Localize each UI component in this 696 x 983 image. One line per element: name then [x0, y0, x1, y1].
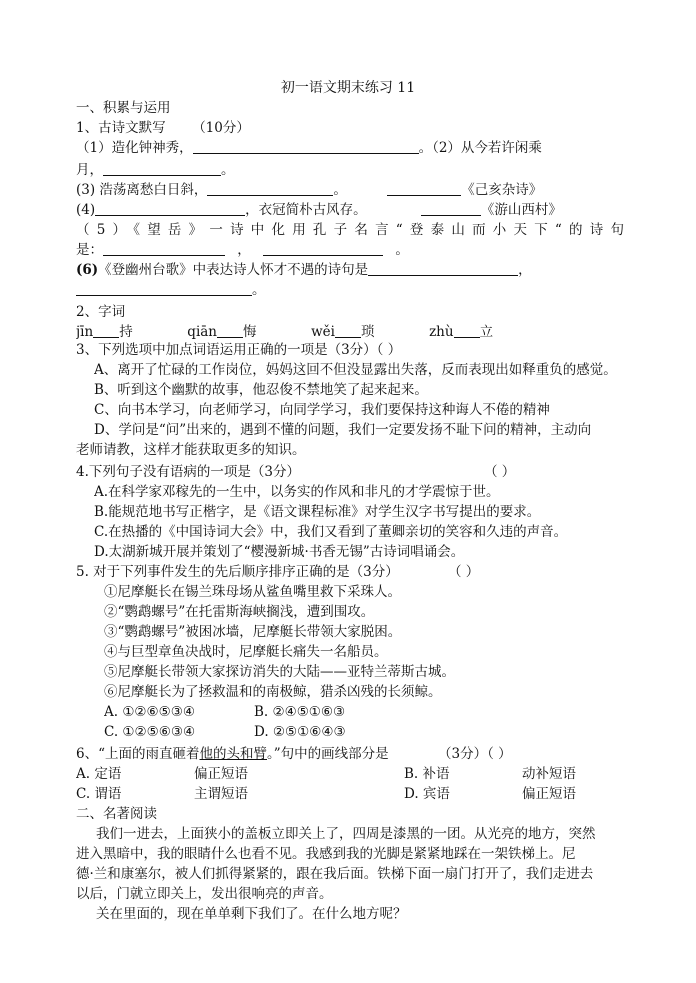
q4-option-c: C.在热播的《中国诗词大会》中，我们又看到了董卿亲切的笑容和久违的声音。 — [94, 524, 568, 540]
q2-word-3: 琐 — [360, 324, 375, 340]
q1-6-num: (6) — [76, 262, 99, 278]
answer-blank[interactable] — [454, 323, 480, 338]
section-1-heading: 一、积累与运用 — [76, 100, 171, 116]
q1-line-8 — [76, 280, 624, 300]
answer-blank[interactable] — [387, 181, 461, 196]
answer-blank[interactable] — [335, 323, 361, 338]
q6-option-d-type: 偏正短语 — [522, 786, 576, 802]
q6-stem-row — [76, 744, 624, 764]
answer-blank[interactable] — [368, 261, 518, 276]
q6-option-c: C. 谓语 — [76, 786, 122, 802]
q1-6-end: 。 — [252, 282, 266, 298]
q2-word-1: 持 — [119, 324, 133, 340]
q6-option-b-type: 动补短语 — [522, 766, 576, 782]
q3-option-b: B、听到这个幽默的故事，他忍俊不禁地笑了起来起来。 — [94, 382, 428, 398]
q1-5-end: 。 — [395, 242, 409, 258]
q1-6-comma: ， — [518, 262, 532, 278]
q6-stem-start: 6、“上面的雨直砸着 — [76, 746, 200, 762]
reading-line-5: 关在里面的，现在单单剩下我们了。在什么地方呢？ — [96, 906, 407, 922]
answer-blank[interactable] — [103, 241, 225, 256]
q5-event-3: ③“鹦鹉螺号”被困冰墙，尼摩艇长带领大家脱困。 — [104, 624, 402, 640]
q2-label: 2、字词 — [76, 304, 126, 320]
q1-3-source: 《己亥杂诗》 — [461, 182, 543, 198]
reading-line-4: 以后，门就立即关上，发出很响亮的声音。 — [76, 886, 333, 902]
q5-event-2: ②“鹦鹉螺号”在托雷斯海峡搁浅，遭到围攻。 — [104, 604, 375, 620]
answer-blank[interactable] — [103, 161, 221, 176]
answer-blank[interactable] — [263, 241, 383, 256]
q1-line-2 — [76, 160, 624, 180]
q2-pinyin-3: wěi — [311, 324, 335, 340]
q1-2-cont: 月， — [76, 162, 103, 178]
q1-4-text: ，衣冠简朴古风存。 — [245, 202, 367, 218]
q1-line-1 — [76, 138, 624, 158]
q1-line-5: （5）《望岳》一诗中化用孔子名言“登泰山而小天下“的诗句 — [76, 222, 624, 238]
q1-line-4 — [76, 200, 624, 220]
q1-5-lead: 是： — [76, 242, 103, 258]
q5-stem-row — [76, 562, 624, 582]
q2-word-4: 立 — [479, 324, 494, 340]
q5-option-b: B. ②④⑤①⑥③ — [254, 704, 346, 720]
q6-options-row-2 — [76, 784, 624, 804]
q1-5-comma: ， — [237, 242, 251, 258]
q2-pinyin-row — [76, 322, 624, 342]
q1-6-text: 《登幽州台歌》中表达诗人怀才不遇的诗句是 — [98, 262, 369, 278]
q1-3-end: 。 — [333, 182, 347, 198]
section-2-heading: 二、名著阅读 — [76, 806, 157, 822]
q6-stem-mid: 。”句中的画线部分是 — [267, 746, 389, 762]
q3-option-d-cont: 老师请教，这样才能获取更多的知识。 — [76, 442, 306, 458]
answer-blank[interactable] — [76, 281, 252, 296]
q1-1-text: （1）造化钟神秀， — [76, 140, 193, 156]
q6-options-row-1 — [76, 764, 624, 784]
q5-option-c: C. ①②⑤⑥③④ — [104, 724, 196, 740]
q1-line-6 — [76, 240, 624, 260]
q6-option-c-type: 主谓短语 — [194, 786, 248, 802]
q2-pinyin-4: zhù — [429, 324, 454, 340]
answer-blank[interactable] — [217, 323, 243, 338]
q5-answer-paren: （ ） — [448, 564, 480, 580]
q5-option-d: D. ②⑤①⑥④③ — [254, 724, 346, 740]
answer-blank[interactable] — [93, 323, 119, 338]
page-title: 初一语文期末练习 11 — [280, 80, 416, 96]
reading-line-3: 德·兰和康塞尔，被人们抓得紧紧的，跟在我后面。铁梯下面一扇门打开了，我们走进去 — [76, 866, 594, 882]
q5-stem: 5. 对于下列事件发生的先后顺序排序正确的是（3分） — [76, 564, 399, 580]
q5-event-4: ④与巨型章鱼决战时，尼摩艇长痛失一名船员。 — [104, 644, 388, 660]
q6-option-a: A. 定语 — [76, 766, 122, 782]
q1-line-7 — [76, 260, 624, 280]
answer-blank[interactable] — [421, 201, 481, 216]
q2-pinyin-2: qiān — [187, 324, 217, 340]
q5-options-row-1 — [104, 702, 624, 722]
q5-options-row-2 — [104, 722, 624, 742]
q4-option-a: A.在科学家邓稼先的一生中，以务实的作风和非凡的才学震惊于世。 — [94, 484, 500, 500]
q2-pinyin-1: jīn — [76, 324, 94, 340]
q4-option-d: D.太湖新城开展并策划了“樱漫新城·书香无锡”古诗词唱诵会。 — [94, 544, 465, 560]
reading-line-2: 进入黑暗中，我的眼睛什么也看不见。我感到我的光脚是紧紧地踩在一架铁梯上。尼 — [76, 846, 576, 862]
q1-header — [76, 118, 624, 138]
q3-option-a: A、离开了忙碌的工作岗位，妈妈这回不但没显露出失落，反而表现出如释重负的感觉。 — [94, 362, 617, 378]
q1-2-text: 。（2）从今若许闲乘 — [418, 140, 542, 156]
q5-event-1: ①尼摩艇长在锡兰珠母场从鲨鱼嘴里救下采珠人。 — [104, 584, 401, 600]
q1-3-text: (3) 浩荡离愁白日斜， — [76, 182, 208, 198]
answer-blank[interactable] — [207, 181, 333, 196]
q4-answer-paren: （ ） — [484, 464, 516, 480]
q5-event-6: ⑥尼摩艇长为了拯救温和的南极鲸，猎杀凶残的长须鲸。 — [104, 684, 442, 700]
q3-option-c: C、向书本学习，向老师学习，向同学学习，我们要保持这种诲人不倦的精神 — [94, 402, 550, 418]
q2-word-2: 悔 — [243, 324, 257, 340]
reading-line-1: 我们一进去，上面狭小的盖板立即关上了，四周是漆黑的一团。从光亮的地方，突然 — [96, 826, 596, 842]
q1-4-num: (4) — [76, 202, 96, 218]
q6-option-a-type: 偏正短语 — [194, 766, 248, 782]
q1-score: （10分） — [192, 120, 250, 136]
q5-event-5: ⑤尼摩艇长带领大家探访消失的大陆——亚特兰蒂斯古城。 — [104, 664, 455, 680]
q6-option-d: D. 宾语 — [404, 786, 450, 802]
q5-option-a: A. ①②⑥⑤③④ — [104, 704, 195, 720]
q4-option-b: B.能规范地书写正楷字，是《语文课程标准》对学生汉字书写提出的要求。 — [94, 504, 541, 520]
answer-blank[interactable] — [193, 139, 419, 154]
q4-stem-row — [76, 462, 624, 482]
q1-label: 1、古诗文默写 — [76, 120, 166, 136]
q6-score-paren: （3分）（ ） — [438, 746, 512, 762]
q6-option-b: B. 补语 — [404, 766, 450, 782]
answer-blank[interactable] — [95, 201, 245, 216]
q3-stem: 3、下列选项中加点词语运用正确的一项是（3分）（ ） — [76, 342, 402, 358]
q3-option-d: D、学问是“问”出来的，遇到不懂的问题，我们一定要发扬不耻下问的精神，主动向 — [94, 422, 592, 438]
q1-line-3 — [76, 180, 624, 200]
q4-stem: 4.下列句子没有语病的一项是（3分） — [76, 464, 300, 480]
q6-underlined-phrase: 他的头和臂 — [199, 746, 267, 762]
q1-2-end: 。 — [221, 162, 235, 178]
q1-4-source: 《游山西村》 — [480, 202, 562, 218]
